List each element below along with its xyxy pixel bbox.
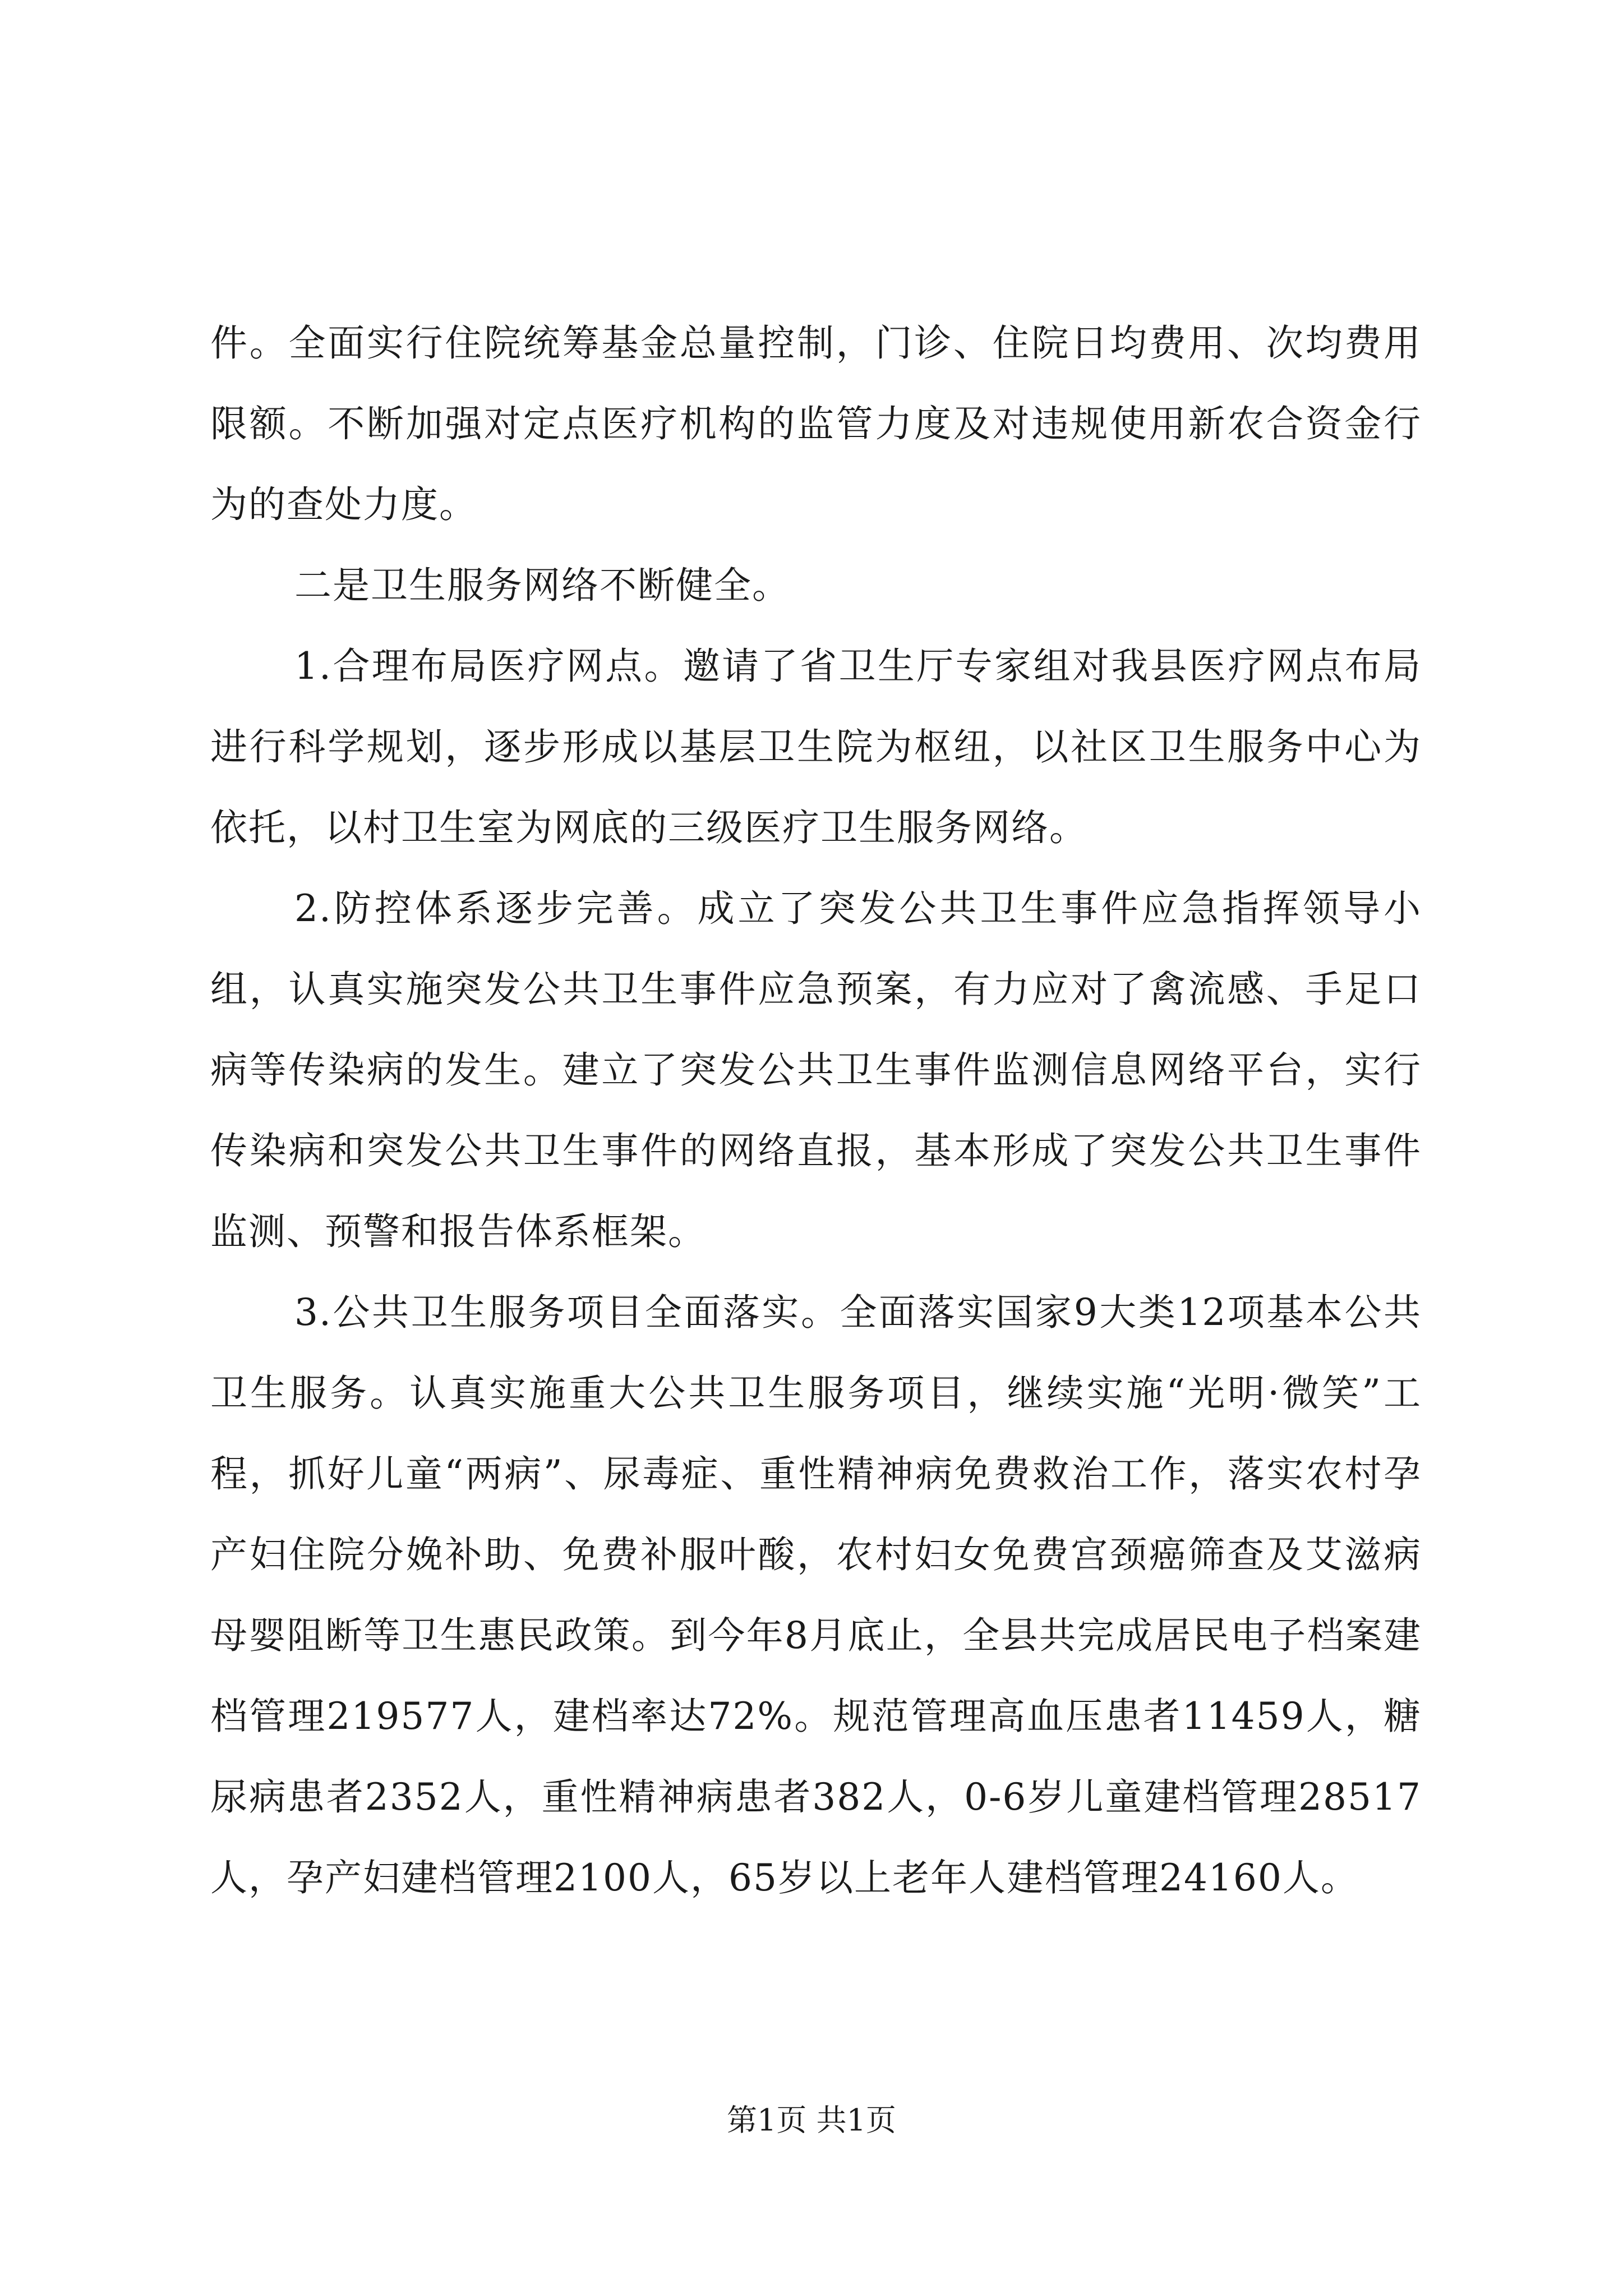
- page-footer: 第1页 共1页: [727, 2102, 896, 2138]
- section-heading-health-network: 二是卫生服务网络不断健全。: [294, 564, 790, 607]
- paragraph-prevention-system: 2.防控体系逐步完善。成立了突发公共卫生事件应急指挥领导小组，认真实施突发公共卫生事件应急预案，有力应对了禽流感、手足口病等传染病的发生。建立了突发公共卫生事件监测信息网络平台，实行传染病和突发公共卫生事件的网络直报，基本形成了突发公共卫生事件监测、预警和报告体系框架。: [210, 887, 1422, 1253]
- document-body: [210, 303, 1422, 1918]
- paragraph-medical-layout: 1.合理布局医疗网点。邀请了省卫生厅专家组对我县医疗网点布局进行科学规划，逐步形成以基层卫生院为枢纽，以社区卫生服务中心为依托，以村卫生室为网底的三级医疗卫生服务网络。: [210, 645, 1422, 849]
- paragraph-public-health-services: 3.公共卫生服务项目全面落实。全面落实国家9大类12项基本公共卫生服务。认真实施重大公共卫生服务项目，继续实施“光明·微笑”工程，抓好儿童“两病”、尿毒症、重性精神病免费救治工作，落实农村孕产妇住院分娩补助、免费补服叶酸，农村妇女免费宫颈癌筛查及艾滋病母婴阻断等卫生惠民政策。到今年8月底止，全县共完成居民电子档案建档管理219577人，建档率达72%。规范管理高血压患者11459人，糖尿病患者2352人，重性精神病患者382人，0-6岁儿童建档管理28517人，孕产妇建档管理2100人，65岁以上老年人建档管理24160人。: [210, 1291, 1422, 1899]
- paragraph-continuation: 件。全面实行住院统筹基金总量控制，门诊、住院日均费用、次均费用限额。不断加强对定点医疗机构的监管力度及对违规使用新农合资金行为的查处力度。: [210, 321, 1422, 526]
